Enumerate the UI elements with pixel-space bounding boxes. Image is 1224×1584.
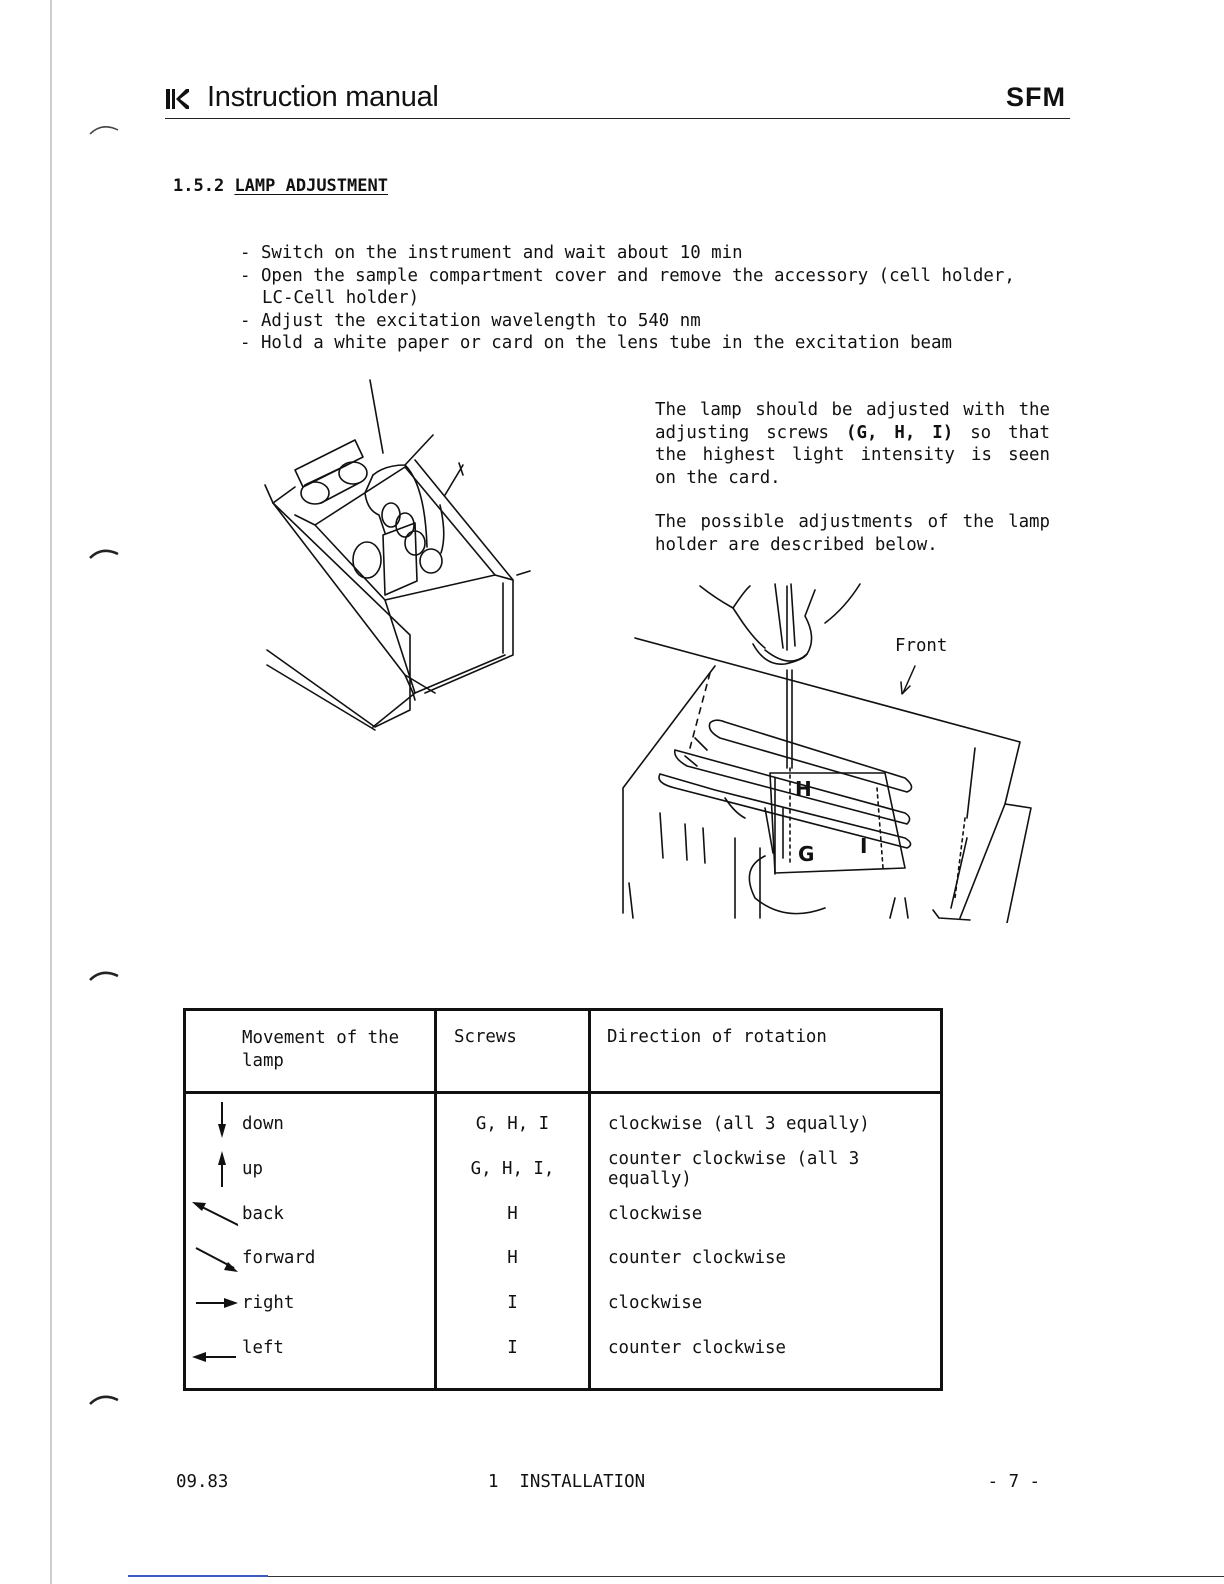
movement-label: forward xyxy=(242,1248,316,1269)
footer-page-number: - 7 - xyxy=(987,1472,1040,1492)
movement-label: back xyxy=(242,1203,284,1224)
step-item: - Open the sample compartment cover and remove the accessory (cell holder, LC-Cell holder) xyxy=(240,265,1015,308)
footer-date: 09.83 xyxy=(176,1472,229,1492)
page-left-edge xyxy=(50,0,52,1584)
screw-label-h: H xyxy=(795,777,812,801)
movement-cell xyxy=(185,1281,436,1326)
movement-label: up xyxy=(242,1159,263,1180)
direction-cell: clockwise (all 3 equally) xyxy=(590,1093,942,1147)
step-item: - Switch on the instrument and wait about 10 min xyxy=(240,243,743,263)
binder-mark xyxy=(88,122,122,136)
header-product-code: SFM xyxy=(1006,82,1066,112)
direction-cell: counter clockwise xyxy=(590,1236,942,1281)
table-row xyxy=(185,1147,942,1192)
table-row xyxy=(185,1281,942,1326)
instruction-steps xyxy=(240,242,1050,355)
arrow-back-icon xyxy=(190,1194,238,1234)
table-row xyxy=(185,1093,942,1147)
movement-label: left xyxy=(242,1337,284,1358)
arrow-left-icon xyxy=(190,1337,238,1377)
brand-logo-icon xyxy=(165,87,189,111)
paragraph-text: so that the highest light intensity is seen on the card. xyxy=(655,422,1050,488)
movement-cell xyxy=(185,1147,436,1192)
screws-cell: G, H, I xyxy=(436,1093,590,1147)
table-row xyxy=(185,1325,942,1389)
movement-cell xyxy=(185,1325,436,1389)
screw-label-i: I xyxy=(860,834,868,858)
screws-cell: H xyxy=(436,1236,590,1281)
screws-cell: I xyxy=(436,1325,590,1389)
arrow-up-icon xyxy=(190,1149,238,1189)
movement-cell xyxy=(185,1093,436,1147)
table-row xyxy=(185,1191,942,1236)
adjustments-intro-paragraph: The possible adjustments of the lamp holder are described below. xyxy=(655,512,1050,555)
front-label: Front xyxy=(895,636,948,656)
screw-label-g: G xyxy=(798,842,815,866)
movement-cell xyxy=(185,1236,436,1281)
arrow-right-icon xyxy=(190,1283,238,1323)
arrow-forward-icon xyxy=(190,1238,238,1278)
paragraph-text: The lamp should be adjusted with the adjusting screws xyxy=(655,400,1050,443)
section-heading xyxy=(173,176,388,196)
screws-cell: G, H, I, xyxy=(436,1147,590,1192)
bottom-edge-line xyxy=(128,1576,1224,1577)
screws-cell: I xyxy=(436,1281,590,1326)
lamp-holder-illustration xyxy=(615,578,1040,923)
section-title: LAMP ADJUSTMENT xyxy=(234,176,388,196)
binder-mark xyxy=(88,1392,122,1406)
arrow-down-icon xyxy=(190,1100,238,1140)
column-header-movement: Movement of the lamp xyxy=(185,1010,436,1093)
direction-cell: clockwise xyxy=(590,1191,942,1236)
screws-cell: H xyxy=(436,1191,590,1236)
screw-letters: (G, H, I) xyxy=(846,422,954,443)
page-header xyxy=(165,82,1070,119)
column-header-direction: Direction of rotation xyxy=(590,1010,942,1093)
section-number: 1.5.2 xyxy=(173,176,225,196)
movement-cell xyxy=(185,1191,436,1236)
direction-cell: clockwise xyxy=(590,1281,942,1326)
column-header-screws: Screws xyxy=(436,1010,590,1093)
header-title: Instruction manual xyxy=(207,81,439,113)
binder-mark xyxy=(88,546,122,560)
direction-cell: counter clockwise (all 3 equally) xyxy=(590,1147,942,1192)
lamp-adjustment-table xyxy=(183,1008,943,1391)
step-item: - Hold a white paper or card on the lens tube in the excitation beam xyxy=(240,333,952,353)
binder-mark xyxy=(88,968,122,982)
movement-label: right xyxy=(242,1293,295,1314)
sample-compartment-illustration xyxy=(255,375,535,740)
table-header-row xyxy=(185,1010,942,1093)
movement-label: down xyxy=(242,1114,284,1135)
table-row xyxy=(185,1236,942,1281)
footer-section: 1 INSTALLATION xyxy=(488,1472,646,1492)
direction-cell: counter clockwise xyxy=(590,1325,942,1389)
bottom-edge-mark xyxy=(128,1575,268,1577)
step-item: - Adjust the excitation wavelength to 540 nm xyxy=(240,310,701,331)
adjustment-paragraph xyxy=(655,399,1050,489)
